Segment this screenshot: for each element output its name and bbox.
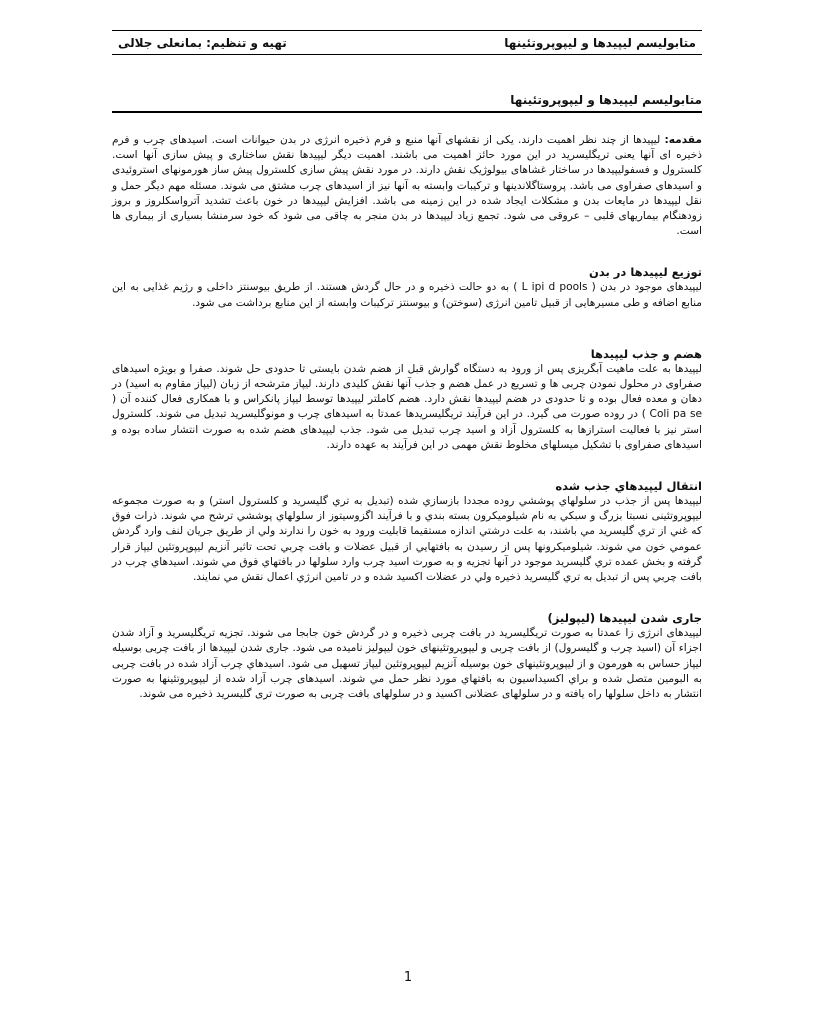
intro-section <box>112 133 702 239</box>
header-credit: تهیه و تنظیم: بمانعلی جلالی <box>118 36 287 50</box>
section-lipolysis <box>112 611 702 702</box>
section-digestion <box>112 347 702 453</box>
section-paragraph: لیپیدهای انرژی زا عمدتا به صورت تریگلیسرید در بافت چربی ذخیره و در گردش خون جابجا می شوند. تجزیه تریگلیسرید و آزاد شدن اجزاء آن (اسید چرب و گلیسرول) از بافت چربی و لیپوپروتئینهای خون لیپولیز نامیده می شود. جاری شدن لیپیدها از بافت چربی بوسیله لیپاز حساس به هورمون و از لیپوپروتئینهای خون بوسیله آنزیم لیپوپروتئین لیپاز تسهیل می شود. اسیدهاي چرب آزاد شده در بافت چربی به البومین متصل شده و براي اکسیداسیون به بافتهاي مورد نظر حمل مي شوند. اسیدهای چرب آزاد شده از لیپوپروتئینها به صورت انتشار به داخل سلولها راه یافته و در سلولهای عضلانی اکسید و در سلولهای بافت چربی به صورت تری گلیسرید ذخیره می شوند. <box>112 627 702 701</box>
section-paragraph: لیپیدها پس از جذب در سلولهاي پوششي روده مجددا بازسازي شده (تبدیل به تري گلیسرید و كلسترول استر) و به صورت مجموعه لیپوپروتئینی نسبتا بزرگ و سبكي به نام شیلومیكرون بسته بندي و با فرآیند اگزوسیتوز از سلولهاي پوششي ترشح مي شوند. ذرات فوق كه غني از تري گليسريد مي باشند، به علت درشتي اندازه مستقيما قابليت ورود به خون را ندارند ولي از طريق جريان لنف وارد گردش عمومي خون مي شوند. شيلوميكرونها پس از رسيدن به بافتهايي از قبيل عضلات و بافت چربي تحت تاثير آنزيم ليپوپروتئين ليپاز قرار گرفته و بخش عمده تري گليسريد موجود در آنها تجزيه و به صورت اسيد چرب وارد سلولها در بافتهاي فوق مي شوند. اسيدهاي چرب در بافت چربي پس از تبديل به تري گليسريد ذخيره ولي در عضلات اكسيد شده و در تامين انرژي اعمال نقش مي نمايند. <box>112 495 702 584</box>
header-title: متابولیسم لیپیدها و لیپوپروتئینها <box>504 36 696 50</box>
section-heading: توزیع لیپیدها در بدن <box>589 265 702 280</box>
document-title: متابولیسم لیپیدها و لیپوپروتئینها <box>112 93 702 113</box>
document-page <box>112 30 702 702</box>
intro-label: مقدمه: <box>664 134 702 146</box>
section-heading: جاری شدن لیپیدها (لیپولیز) <box>547 611 702 626</box>
page-number: 1 <box>403 970 413 985</box>
intro-text: لیپیدها از چند نظر اهمیت دارند. یکی از نقشهای آنها منبع و فرم ذخیره انرژی در بدن حیوانات است. اسیدهای چرب و فرم ذخیره ای آنها یعنی تریگلیسرید در این مورد حائز اهمیت می باشند. اهمیت دیگر لیپیدها نقش ساختاری و پیش سازی آنها است. کلسترول و فسفولیپیدها در ساختار غشاهای بیولوژیک نقش دارند. در مورد نقش پیش سازی کلسترول پیش ساز هورمونهای استروئیدی و اسیدهای صفراوی می باشد. پروستاگلاندینها و ترکیبات وابسته به آنها نیز از اسیدهای چرب مشتق می شوند. مسئله مهم دیگر حمل و نقل لیپیدها در مایعات بدن و مشکلات ایجاد شده در این زمینه می باشد. افزایش لیپیدها در خون باعث تشدید آترواسکلروز و بروز زودهنگام بیماریهای قلبی – عروقی می شود. تجمع زیاد لیپیدها در بدن منجر به چاقی می شود که خود سرمنشا بسیاری از بیماری ها است. <box>112 134 702 238</box>
section-paragraph: لیپیدهای موجود در بدن ( L ipi d pools ) به دو حالت ذخیره و در حال گردش هستند. از طریق بیوسنتز داخلی و رژیم غذایی به این منابع اضافه و طی مسیرهایی از قبیل تامین انرژی (سوختن) و بیوسنتز ترکیبات وابسته از این منابع برداشت می شود. <box>112 281 703 309</box>
section-paragraph: لیپیدها به علت ماهیت آبگریزی پس از ورود به دستگاه گوارش قبل از هضم شدن بایستی تا حدودی حل شوند. صفرا و بویژه اسیدهای صفراوی در محلول نمودن چربی ها و تسریع در عمل هضم و جذب آنها نقش کلیدی دارند. لیپاز مترشحه از زبان (لیپاز مقاوم به اسید) در دهان و معده فعال بوده و تا حدودی در هضم لیپیدها نقش دارد. هضم کاملتر لیپیدها توسط لیپاز پانکراس و با همکاری فعال کننده آن ( Coli pa se ) در روده صورت می گیرد. در این فرآیند تریگلیسریدها عمدتا به اسیدهای چرب و مونوگلیسرید تبدیل می شوند. کلسترول استر نیز با فعالیت استرازها به کلسترول آزاد و اسید چرب تبدیل می شود. جذب لیپیدهای هضم شده به صورت انتشار ساده بوده و اسیدهای صفراوی با تشکیل میسلهای مخلوط نقش مهمی در این فرآیند به عهده دارند. <box>112 362 702 451</box>
intro-paragraph <box>112 133 702 239</box>
section-heading: هضم و جذب لیپیدها <box>590 346 702 361</box>
section-transport <box>112 479 702 585</box>
running-header <box>112 30 702 55</box>
section-distribution <box>112 265 702 310</box>
section-heading: انتقال ليپيدهاي جذب شده <box>555 479 702 494</box>
